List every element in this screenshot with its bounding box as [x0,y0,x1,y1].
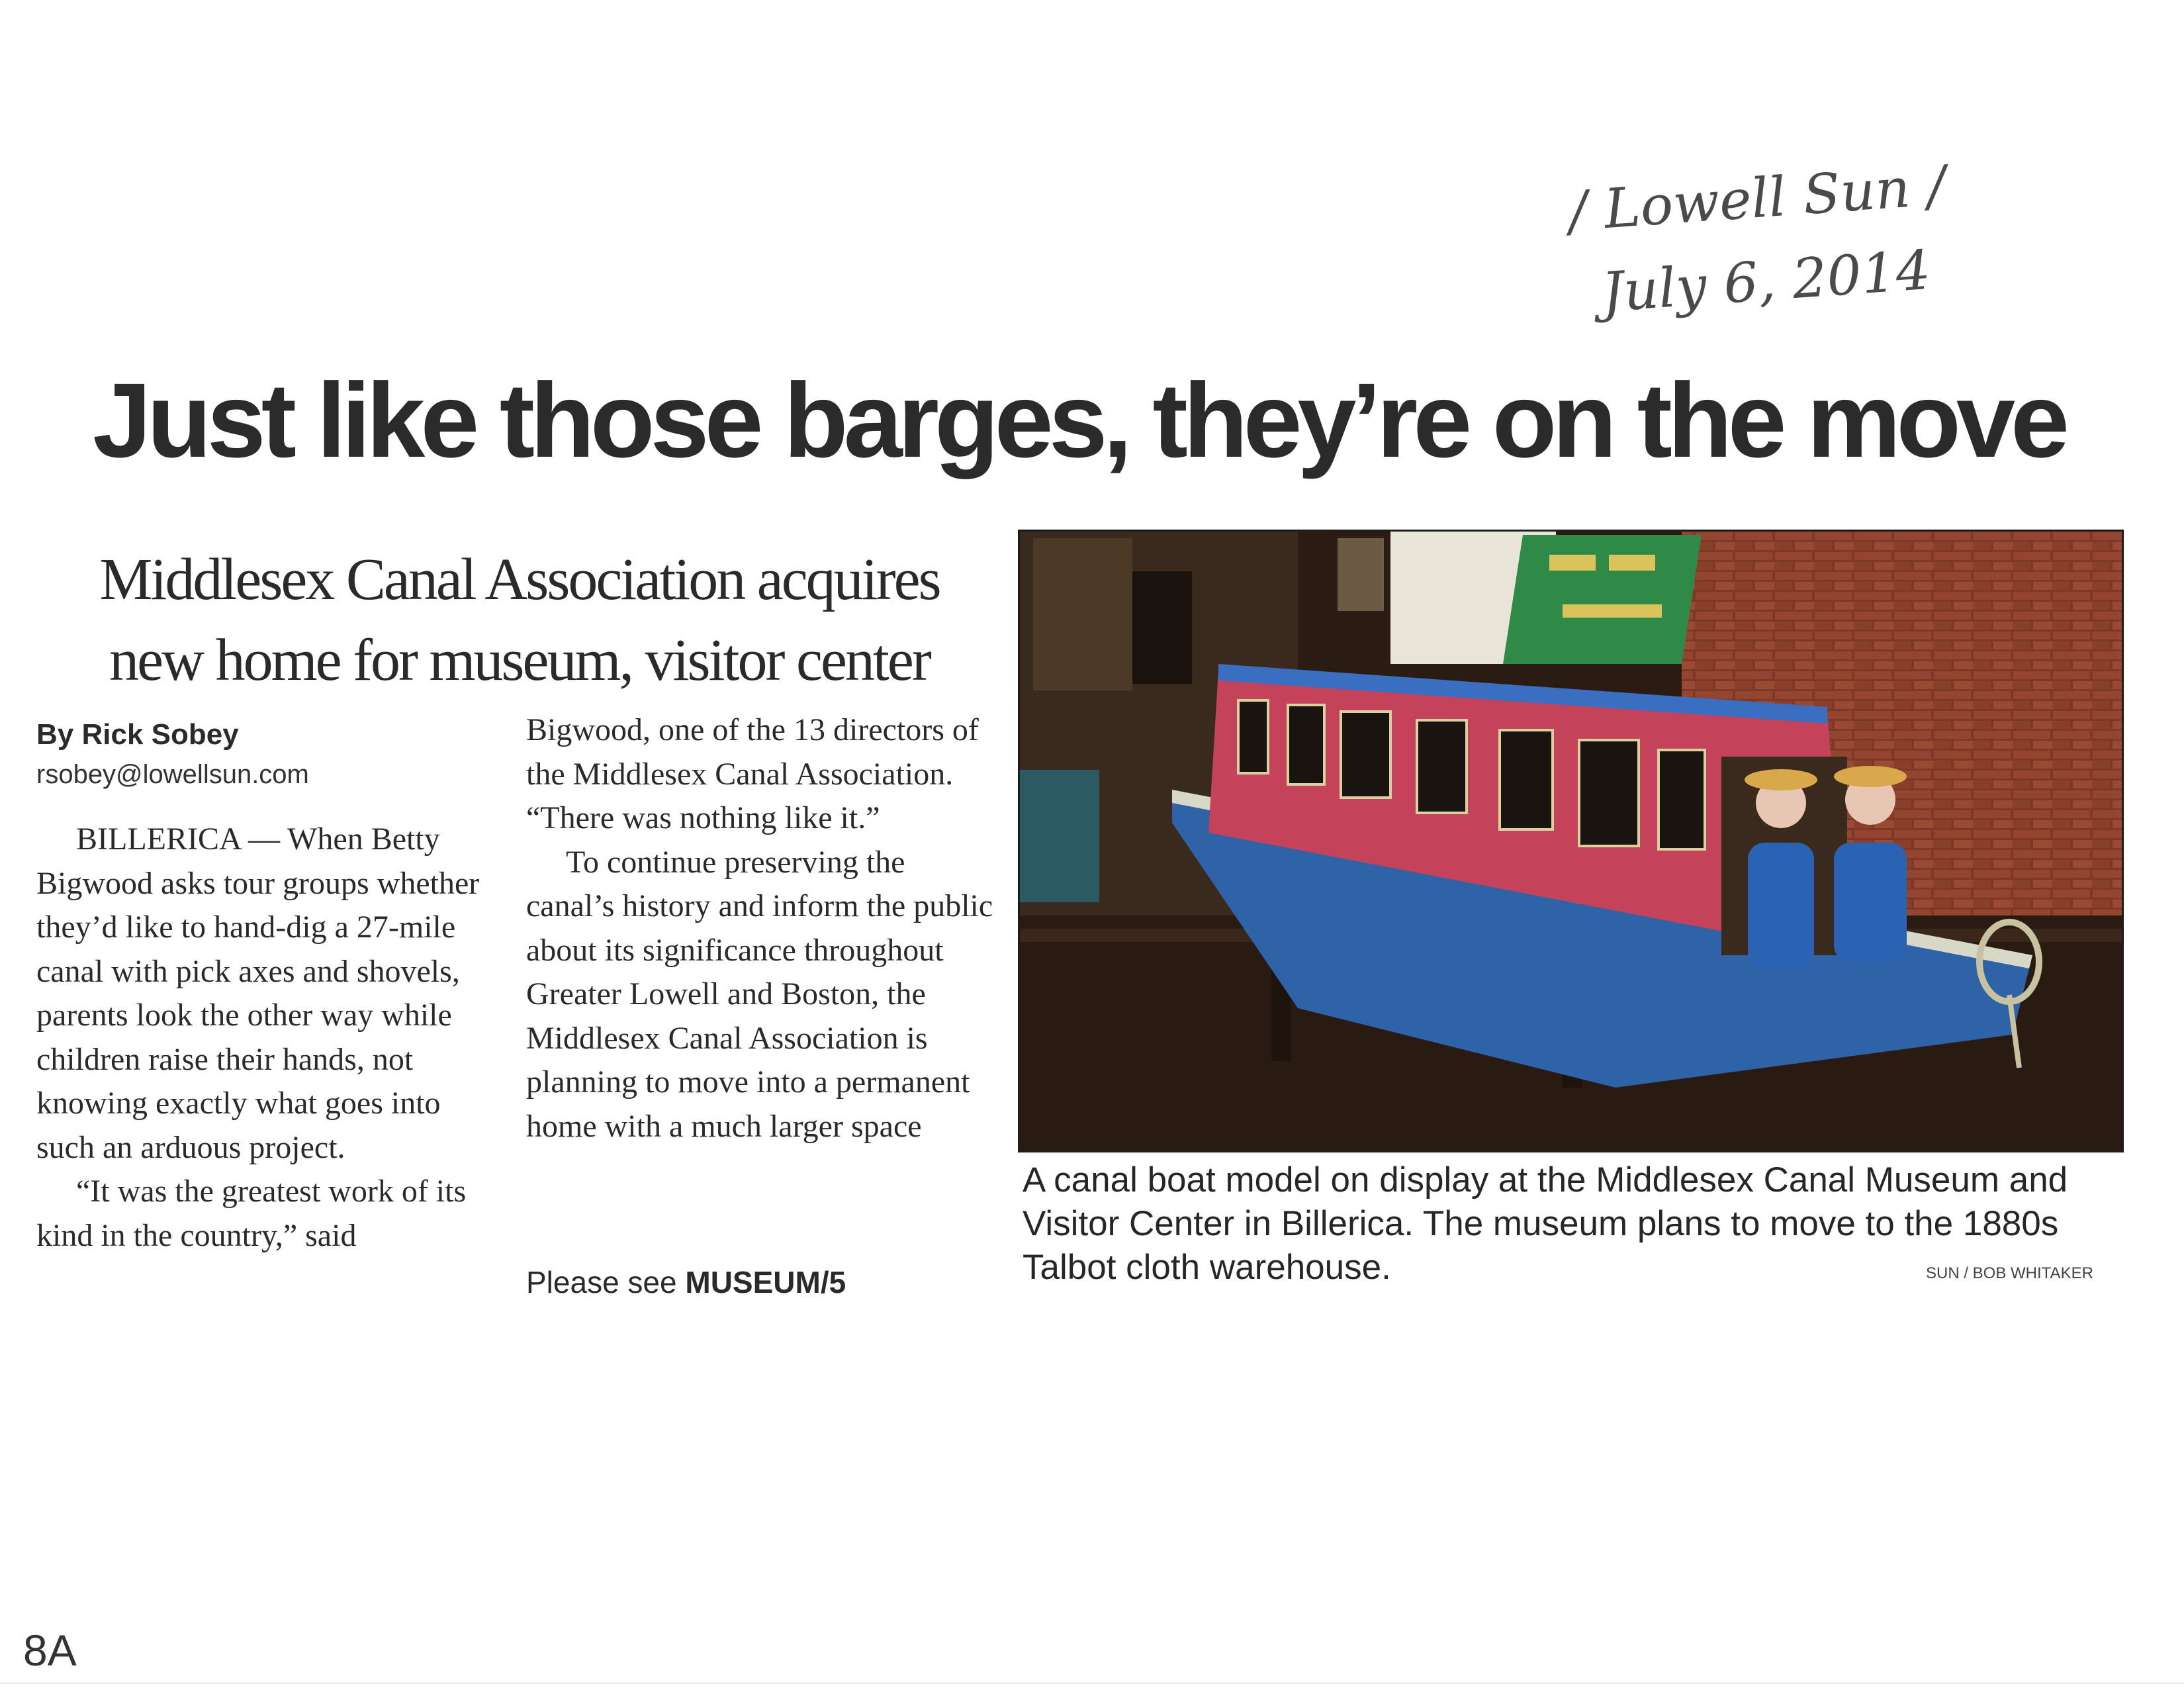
subheadline-line-2: new home for museum, visitor center [109,628,930,693]
byline: By Rick Sobey [36,718,239,751]
subheadline-line-1: Middlesex Canal Association acquires [99,547,940,612]
scan-edge-line [0,1683,2184,1684]
body-paragraph: Bigwood, one of the 13 directors of the Middlesex Canal Association. “There was nothing like it.” [526,712,979,835]
page-number: 8A [23,1626,77,1675]
handwritten-date-note: July 6, 2014 [1600,238,1933,325]
photo-caption: A canal boat model on display at the Middlesex Canal Museum and Visitor Center in Billerica. The museum plans to move to the 1880s Talbot cloth warehouse. [1023,1160,2068,1287]
body-paragraph: “It was the greatest work of its kind in the country,” said [36,1174,467,1253]
body-column-2 [526,708,999,1149]
continuation-prefix: Please see [526,1265,677,1299]
canal-boat-photo-illustration [1020,532,2122,1150]
body-paragraph: BILLERICA — When Betty Bigwood asks tour groups whether they’d like to hand-dig a 27-mile canal with pick axes and shovels, parents look the other way while children raise their hands, not knowing exactly what goes into such an arduous project. [36,821,480,1165]
body-column-1 [36,818,500,1258]
body-paragraph: To continue preserving the canal’s history and inform the public about its significance throughout Greater Lowell and Boston, the Middlesex Canal Association is planning to move into a permanent home with a much larger space [526,844,993,1144]
headline: Just like those barges, they’re on the move [93,361,2066,479]
continuation-target: MUSEUM/5 [685,1265,846,1299]
photo-credit: SUN / BOB WHITAKER [1926,1264,2093,1282]
continuation-line [526,1264,846,1300]
handwritten-source-note: / Lowell Sun / [1567,154,1948,244]
subheadline [40,539,999,701]
photo-canal-boat [1018,530,2124,1152]
author-email: rsobey@lowellsun.com [36,760,309,789]
